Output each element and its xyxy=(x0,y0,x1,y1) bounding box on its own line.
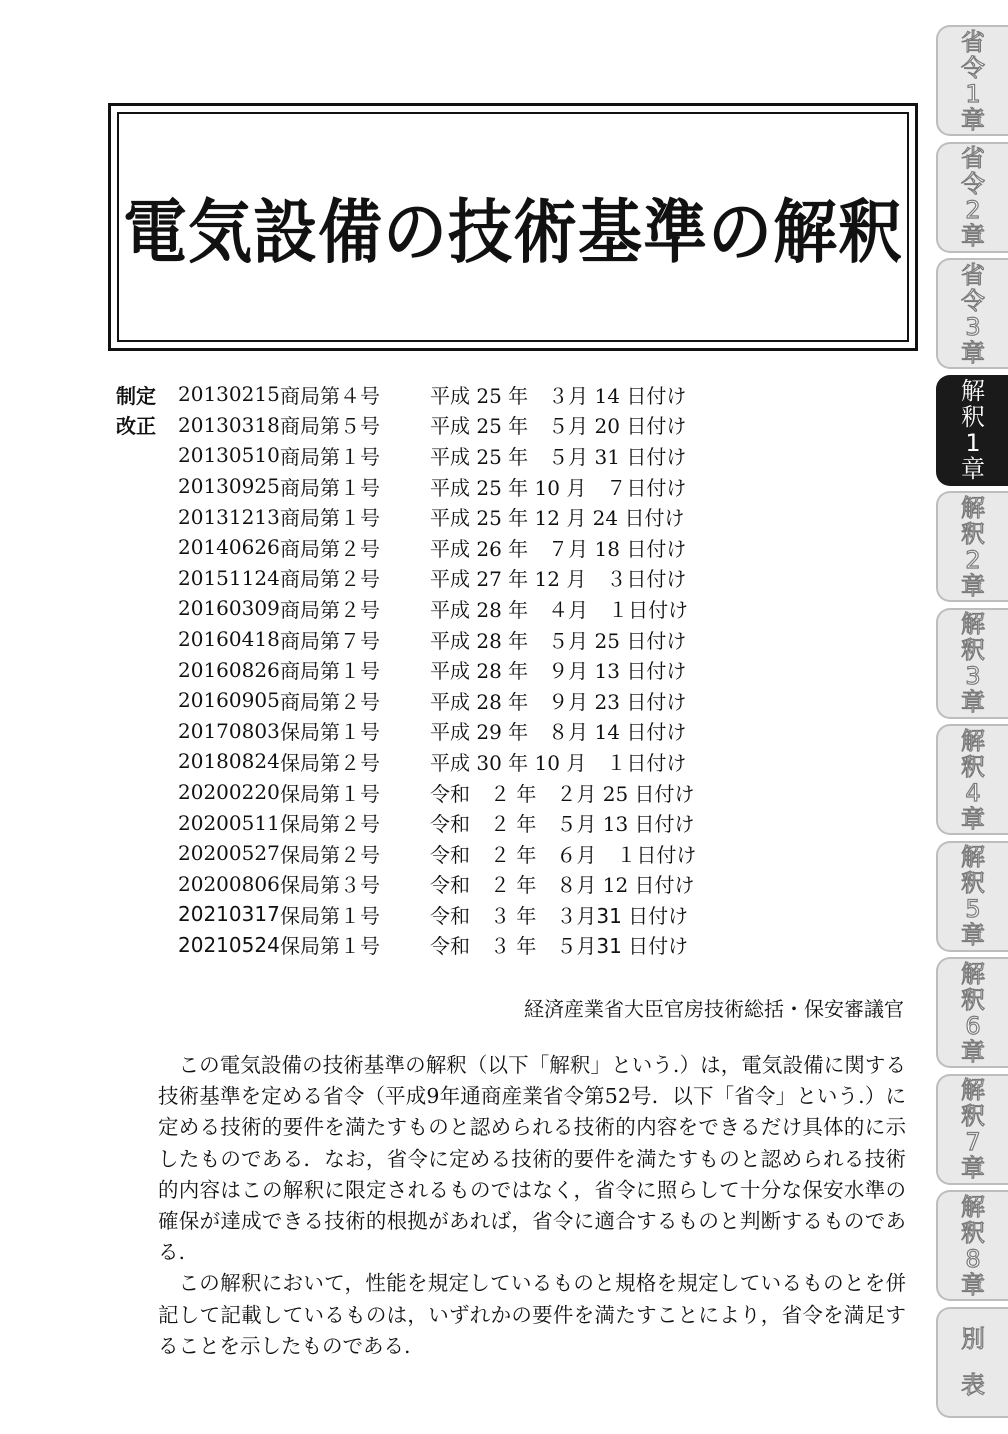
tab-label-char: 令 xyxy=(961,53,985,82)
history-row xyxy=(116,440,736,471)
tab-label-char: 6 xyxy=(965,1011,981,1040)
preamble-paragraph-2: この解釈において，性能を規定しているものと規格を規定しているものとを併記して記載しているものは，いずれかの要件を満たすことにより，省令を満足することを示したものである. xyxy=(158,1271,906,1358)
tab-appendix[interactable] xyxy=(936,1307,1008,1418)
tab-label-char: 釈 xyxy=(961,869,985,897)
history-bureau: 保局第２号 xyxy=(280,842,380,867)
history-code: 20160309 xyxy=(178,596,280,621)
history-code: 20200220 xyxy=(178,780,280,805)
history-bureau: 商局第７号 xyxy=(280,628,380,653)
title-box xyxy=(108,103,918,351)
chapter-tab[interactable] xyxy=(936,841,1008,952)
tab-label-char: 章 xyxy=(961,921,985,949)
history-date: 平成 29 年 ８月 14 日付け xyxy=(430,720,687,745)
history-bureau: 商局第１号 xyxy=(280,659,380,684)
history-code: 20160826 xyxy=(178,657,280,682)
history-bureau: 保局第３号 xyxy=(280,873,380,898)
tab-label-char: 章 xyxy=(961,688,985,716)
history-date: 令和 ３ 年 ３月31 日付け xyxy=(430,903,689,928)
history-row xyxy=(116,899,736,930)
tab-label-char: 省 xyxy=(961,144,985,172)
tab-label-char: 章 xyxy=(961,1154,985,1182)
tab-label-char: 4 xyxy=(965,778,981,807)
history-row xyxy=(116,593,736,624)
tab-label-char: 解 xyxy=(961,610,985,638)
tab-label-char: 章 xyxy=(961,338,985,367)
history-row xyxy=(116,777,736,808)
tab-label-char: 1 xyxy=(965,79,981,108)
history-date: 令和 ２ 年 ６月 １日付け xyxy=(430,842,697,867)
chapter-tab[interactable] xyxy=(936,1190,1008,1301)
tab-label-char: 8 xyxy=(965,1244,981,1273)
history-code: 20170803 xyxy=(178,718,280,743)
chapter-tab[interactable] xyxy=(936,724,1008,835)
history-bureau: 商局第２号 xyxy=(280,597,380,622)
history-bureau: 商局第２号 xyxy=(280,689,380,714)
history-bureau: 商局第１号 xyxy=(280,444,380,469)
history-row xyxy=(116,410,736,441)
history-bureau: 商局第５号 xyxy=(280,414,380,439)
history-date: 平成 26 年 ７月 18 日付け xyxy=(430,536,687,561)
history-row xyxy=(116,746,736,777)
tab-label-char: 表 xyxy=(961,1370,985,1399)
tab-label-char: 2 xyxy=(965,545,981,574)
history-code: 20130318 xyxy=(178,412,280,437)
history-bureau: 商局第１号 xyxy=(280,475,380,500)
tab-label-char: 別 xyxy=(961,1325,985,1354)
history-row xyxy=(116,563,736,594)
tab-label-char: 釈 xyxy=(961,1218,985,1247)
tab-label-char: 解 xyxy=(961,1192,985,1221)
tab-label-char: 釈 xyxy=(961,1102,985,1130)
history-bureau: 保局第１号 xyxy=(280,720,380,745)
preamble-paragraph-1: この電気設備の技術基準の解釈（以下「解釈」という.）は，電気設備に関する技術基準を定める省令（平成9年通商産業省令第52号．以下「省令」という.）に定める技術的要件を満たすものと認められる技術的内容をできるだけ具体的に示したものである．なお，省令に定める技術的要件を満たすものと認められる技術的内容はこの解釈に限定されるものではなく，省令に照らして十分な保安水準の確保が達成できる技術的根拠があれば，省令に適合するものと判断するものである. xyxy=(158,1053,906,1265)
history-code: 20130510 xyxy=(178,443,280,468)
history-date: 平成 25 年 ３月 14 日付け xyxy=(430,383,687,408)
history-row xyxy=(116,501,736,532)
history-tag-revised: 改正 xyxy=(116,414,156,439)
tab-label-char: 章 xyxy=(961,571,985,600)
history-bureau: 保局第２号 xyxy=(280,750,380,775)
history-row xyxy=(116,624,736,655)
tab-label-char: 解 xyxy=(961,1076,985,1104)
tab-label-char: 解 xyxy=(961,493,985,522)
history-code: 20180824 xyxy=(178,749,280,774)
tab-label-char: 章 xyxy=(961,105,985,134)
tab-label-char: 3 xyxy=(965,312,981,341)
chapter-tab[interactable] xyxy=(936,957,1008,1068)
history-date: 令和 ２ 年 ５月 13 日付け xyxy=(430,812,695,837)
issuing-authority: 経済産業省大臣官房技術総括・保安審議官 xyxy=(524,997,904,1021)
history-bureau: 商局第１号 xyxy=(280,506,380,531)
history-code: 20210524 xyxy=(178,932,280,957)
chapter-tab[interactable] xyxy=(936,608,1008,719)
history-bureau: 商局第４号 xyxy=(280,383,380,408)
tab-label-char: 3 xyxy=(965,662,981,690)
tab-label-char: 釈 xyxy=(961,636,985,664)
tab-label-char: 省 xyxy=(961,27,985,56)
tab-label-char: 解 xyxy=(961,959,985,988)
history-date: 令和 ２ 年 ８月 12 日付け xyxy=(430,873,695,898)
tab-label-char: 解 xyxy=(961,377,985,405)
history-row xyxy=(116,807,736,838)
tab-label-char: 釈 xyxy=(961,985,985,1014)
history-code: 20160905 xyxy=(178,688,280,713)
chapter-tab[interactable] xyxy=(936,375,1008,486)
history-row xyxy=(116,379,736,410)
tab-label-char: 7 xyxy=(965,1128,981,1156)
tab-label-char: 5 xyxy=(965,895,981,923)
history-row xyxy=(116,532,736,563)
history-date: 平成 30 年 10 月 １日付け xyxy=(430,750,687,775)
tab-label-char: 令 xyxy=(961,286,985,315)
tab-label-char: 解 xyxy=(961,726,985,755)
history-code: 20210317 xyxy=(178,902,280,927)
history-row xyxy=(116,838,736,869)
tab-label-char: 2 xyxy=(965,196,981,224)
tab-label-char: 解 xyxy=(961,843,985,871)
history-date: 平成 28 年 ９月 13 日付け xyxy=(430,659,687,684)
history-date: 平成 28 年 ９月 23 日付け xyxy=(430,689,687,714)
history-row xyxy=(116,930,736,961)
tab-label-char: 省 xyxy=(961,260,985,289)
history-row xyxy=(116,869,736,900)
tab-label-char: 章 xyxy=(961,804,985,833)
history-date: 平成 28 年 ４月 １日付け xyxy=(430,597,689,622)
history-code: 20160418 xyxy=(178,627,280,652)
history-bureau: 保局第１号 xyxy=(280,781,380,806)
tab-label-char: 章 xyxy=(961,1037,985,1066)
history-code: 20151124 xyxy=(178,565,280,590)
history-code: 20200527 xyxy=(178,841,280,866)
history-date: 平成 25 年 ５月 31 日付け xyxy=(430,444,687,469)
history-bureau: 保局第２号 xyxy=(280,812,380,837)
tab-label-char: 令 xyxy=(961,170,985,198)
history-code: 20130925 xyxy=(178,474,280,499)
history-date: 令和 ３ 年 ５月31 日付け xyxy=(430,934,689,959)
history-date: 平成 25 年 ５月 20 日付け xyxy=(430,414,687,439)
history-bureau: 保局第１号 xyxy=(280,903,380,928)
chapter-tab[interactable] xyxy=(936,258,1008,369)
chapter-tab[interactable] xyxy=(936,142,1008,253)
history-row xyxy=(116,654,736,685)
history-date: 令和 ２ 年 ２月 25 日付け xyxy=(430,781,695,806)
tab-label-char: 章 xyxy=(961,1270,985,1299)
preamble xyxy=(158,1050,906,1362)
history-date: 平成 25 年 12 月 24 日付け xyxy=(430,506,685,531)
history-date: 平成 28 年 ５月 25 日付け xyxy=(430,628,687,653)
history-code: 20200511 xyxy=(178,810,280,835)
chapter-tab[interactable] xyxy=(936,491,1008,602)
tab-label-char: 章 xyxy=(961,222,985,250)
history-code: 20140626 xyxy=(178,535,280,560)
history-code: 20131213 xyxy=(178,504,280,529)
tab-label-char: 1 xyxy=(965,429,981,457)
title-box-inner-frame xyxy=(117,112,909,342)
history-date: 平成 27 年 12 月 ３日付け xyxy=(430,567,687,592)
chapter-tab[interactable] xyxy=(936,25,1008,136)
history-row xyxy=(116,471,736,502)
history-code: 20130215 xyxy=(178,382,280,407)
history-code: 20200806 xyxy=(178,871,280,896)
history-row xyxy=(116,716,736,747)
history-bureau: 商局第２号 xyxy=(280,536,380,561)
history-row xyxy=(116,685,736,716)
tab-label-char: 章 xyxy=(961,455,985,483)
chapter-tab[interactable] xyxy=(936,1074,1008,1185)
revision-history xyxy=(116,379,736,960)
history-bureau: 商局第２号 xyxy=(280,567,380,592)
document-title: 電気設備の技術基準の解釈 xyxy=(123,193,903,274)
history-date: 平成 25 年 10 月 ７日付け xyxy=(430,475,687,500)
history-tag-enacted: 制定 xyxy=(116,383,156,408)
history-bureau: 保局第１号 xyxy=(280,934,380,959)
tab-label-char: 釈 xyxy=(961,519,985,548)
tab-label-char: 釈 xyxy=(961,403,985,431)
tab-label-char: 釈 xyxy=(961,752,985,781)
